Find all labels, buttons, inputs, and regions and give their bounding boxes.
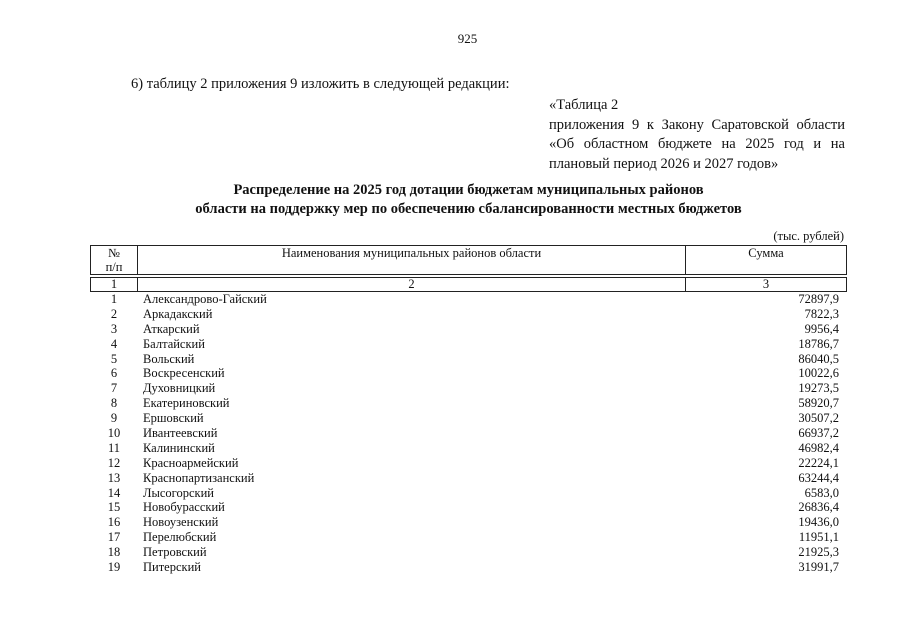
subsidy-sum: 72897,9 <box>798 292 839 306</box>
table-row <box>90 426 847 441</box>
district-name: Александрово-Гайский <box>143 292 267 306</box>
district-name: Воскресенский <box>143 366 225 381</box>
district-name: Новобурасский <box>143 500 225 515</box>
district-name: Питерский <box>143 560 201 575</box>
table-row <box>90 560 847 575</box>
appendix-line-1: «Таблица 2 <box>549 97 619 113</box>
row-number: 2 <box>110 306 118 321</box>
subsidy-sum: 58920,7 <box>798 396 839 411</box>
row-number: 3 <box>110 321 118 336</box>
table-row <box>90 366 847 381</box>
table-row <box>90 471 847 486</box>
title-line-2: области на поддержку мер по обеспечению сбалансированности местных бюджетов <box>195 201 742 217</box>
row-number: 19 <box>107 560 121 575</box>
row-number: 13 <box>107 470 121 485</box>
title-line-1: Распределение на 2025 год дотации бюджетам муниципальных районов <box>233 182 704 198</box>
table-row <box>90 337 847 352</box>
row-number: 16 <box>107 515 121 530</box>
district-name: Вольский <box>143 351 195 366</box>
table-row <box>90 396 847 411</box>
district-name: Перелюбский <box>143 530 217 545</box>
subsidy-sum: 26836,4 <box>798 500 839 515</box>
row-number: 8 <box>110 396 118 411</box>
district-name: Ивантеевский <box>143 426 218 441</box>
subsidy-sum: 19436,0 <box>798 515 839 530</box>
subsidy-sum: 22224,1 <box>798 455 839 470</box>
subsidy-sum: 7822,3 <box>804 306 839 321</box>
district-name: Петровский <box>143 545 207 560</box>
district-name: Новоузенский <box>143 515 219 530</box>
column-number: 1 <box>91 278 138 292</box>
district-name: Балтайский <box>143 336 205 351</box>
subsidy-sum: 11951,1 <box>798 530 839 545</box>
table-row <box>90 307 847 322</box>
table-row <box>90 500 847 515</box>
page-number: 925 <box>457 31 478 46</box>
subsidy-sum: 46982,4 <box>798 440 839 455</box>
column-number: 2 <box>138 278 686 292</box>
table-row <box>90 352 847 367</box>
subsidy-sum: 19273,5 <box>798 381 839 396</box>
row-number: 11 <box>107 440 121 455</box>
subsidy-sum: 10022,6 <box>798 366 839 381</box>
row-number: 9 <box>110 411 118 426</box>
header-number: № п/п <box>91 246 138 275</box>
row-number: 1 <box>110 292 118 306</box>
row-number: 7 <box>110 381 118 396</box>
district-name: Аткарский <box>143 321 200 336</box>
row-number: 6 <box>110 366 118 381</box>
header-sum: Сумма <box>686 246 847 275</box>
subsidy-sum: 86040,5 <box>798 351 839 366</box>
row-number: 15 <box>107 500 121 515</box>
table-row <box>90 515 847 530</box>
row-number: 12 <box>107 455 121 470</box>
district-name: Краснопартизанский <box>143 470 255 485</box>
district-name: Красноармейский <box>143 455 239 470</box>
table-row <box>90 486 847 501</box>
subsidy-sum: 9956,4 <box>804 321 839 336</box>
column-number: 3 <box>686 278 847 292</box>
table-row <box>90 441 847 456</box>
header-district-name: Наименования муниципальных районов области <box>138 246 686 275</box>
table-header <box>90 245 847 275</box>
table-row <box>90 456 847 471</box>
table-body <box>90 292 847 575</box>
district-name: Ершовский <box>143 411 204 426</box>
subsidy-sum: 6583,0 <box>804 485 839 500</box>
district-name: Екатериновский <box>143 396 230 411</box>
table-row <box>90 292 847 307</box>
table-row <box>90 322 847 337</box>
table-title <box>90 181 847 219</box>
row-number: 18 <box>107 545 121 560</box>
appendix-reference <box>549 96 845 174</box>
row-number: 4 <box>110 336 118 351</box>
table-row <box>90 411 847 426</box>
row-number: 17 <box>107 530 121 545</box>
row-number: 5 <box>110 351 118 366</box>
district-name: Духовницкий <box>143 381 216 396</box>
subsidy-sum: 18786,7 <box>798 336 839 351</box>
subsidy-sum: 30507,2 <box>798 411 839 426</box>
district-name: Аркадакский <box>143 306 213 321</box>
table-row <box>90 381 847 396</box>
subsidy-sum: 63244,4 <box>798 470 839 485</box>
subsidy-sum: 21925,3 <box>798 545 839 560</box>
district-name: Калининский <box>143 440 215 455</box>
units-label: (тыс. рублей) <box>773 229 844 243</box>
district-name: Лысогорский <box>143 485 214 500</box>
subsidy-sum: 66937,2 <box>798 426 839 441</box>
appendix-line-2: приложения 9 к Закону Саратовской области <box>549 116 845 133</box>
table-row <box>90 545 847 560</box>
row-number: 14 <box>107 485 121 500</box>
appendix-line-4: плановый период 2026 и 2027 годов» <box>549 155 779 172</box>
table-row <box>90 530 847 545</box>
appendix-line-3: «Об областном бюджете на 2025 год и на <box>549 136 845 152</box>
subsidy-sum: 31991,7 <box>798 560 839 575</box>
intro-text: 6) таблицу 2 приложения 9 изложить в следующей редакции: <box>131 76 510 92</box>
row-number: 10 <box>107 426 121 441</box>
column-numbers-row <box>90 277 847 292</box>
